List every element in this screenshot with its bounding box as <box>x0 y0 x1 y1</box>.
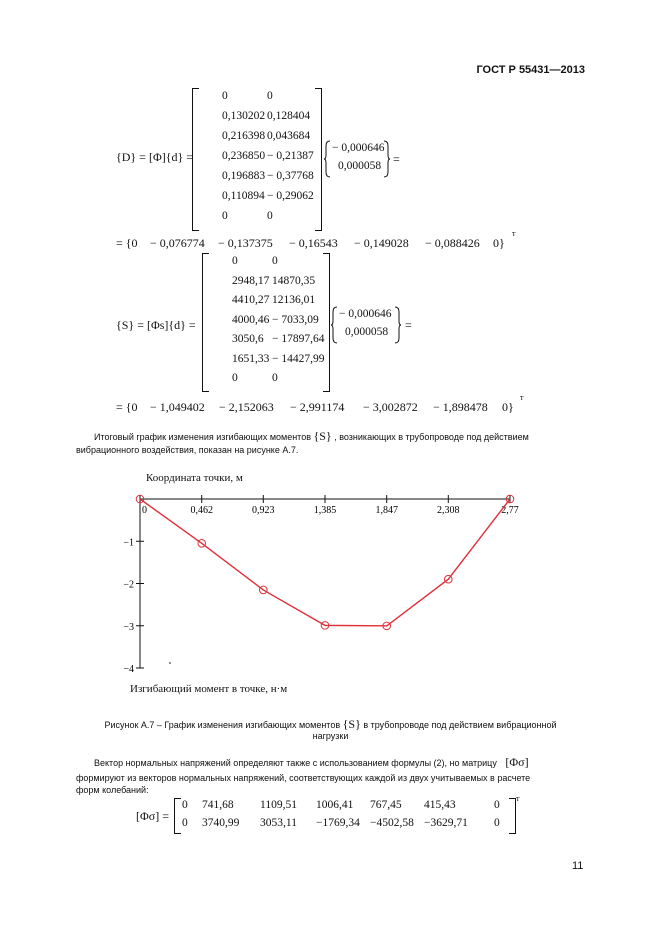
eq1-transpose: т <box>512 229 516 238</box>
eq2-matrix-cell: 0 <box>232 372 238 384</box>
eq1-result-0: − 0,076774 <box>150 236 205 250</box>
eq1-matrix-cell: 0 <box>267 210 273 222</box>
eq2-matrix-cell: 4410,27 <box>232 294 270 306</box>
paragraph-1-line2: вибрационного воздействия, показан на рисунке А.7. <box>76 445 299 455</box>
eq2-matrix-cell: 14870,35 <box>272 274 316 287</box>
eq1-matrix-cell: 0,110894 <box>222 190 265 202</box>
eq1-vector-0: − 0,000646 <box>332 142 385 154</box>
eq2-result-5: 0} <box>502 400 514 414</box>
paragraph-2-line2: формируют из векторов нормальных напряжений, соответствующих каждой из двух учитываемых в расчете <box>76 773 531 783</box>
x-tick-label: 1,385 <box>313 505 337 516</box>
eq2-matrix-cell: 4000,46 <box>232 313 270 326</box>
eq2-matrix-cell: − 14427,99 <box>272 352 325 365</box>
eq1-result-2: − 0,16543 <box>289 236 338 250</box>
eq1-matrix-cell: 0,043684 <box>267 130 311 142</box>
eq1-matrix-cell: 0 <box>222 210 228 222</box>
eq1-result-prefix: = {0 <box>116 236 138 250</box>
eq2-result-4: − 1,898478 <box>433 400 488 414</box>
eq1-matrix-cell: 0,236850 <box>222 150 266 162</box>
x-tick-label: 2,308 <box>437 505 460 516</box>
eq2-matrix-cell: 0 <box>272 255 278 267</box>
x-tick-label: 0,462 <box>190 505 213 516</box>
eq2-matrix-cell: 0 <box>272 372 278 384</box>
eq1-vector-1: 0,000058 <box>338 160 382 172</box>
eq2-result-3: − 3,002872 <box>363 400 418 414</box>
eq2-vector-0: − 0,000646 <box>339 308 392 320</box>
eq1-matrix-cell: 0 <box>267 90 273 102</box>
eq1-matrix-cell: − 0,29062 <box>267 190 314 202</box>
eq2-lhs: {S} = [Φs]{d} = <box>116 318 196 332</box>
eq3-matrix-cell: 3740,99 <box>202 817 240 829</box>
paragraph-2-line3: форм колебаний: <box>76 785 149 795</box>
bending-moment-chart <box>110 490 530 685</box>
eq2-result-1: − 2,152063 <box>219 400 274 414</box>
y-tick-label: −3 <box>123 621 134 633</box>
y-tick-label: −4 <box>123 664 134 675</box>
eq2-matrix-cell: − 17897,64 <box>272 333 325 345</box>
axis-dot <box>169 662 171 664</box>
chart-ylabel: Изгибающий момент в точке, н·м <box>130 683 288 695</box>
eq1-result-1: − 0,137375 <box>218 236 273 250</box>
eq3-transpose: т <box>516 794 520 803</box>
eq1-matrix-cell: 0 <box>222 90 228 102</box>
x-tick-label: 0,923 <box>252 505 275 516</box>
eq2-matrix-cell: 0 <box>232 255 238 267</box>
figure-caption: Рисунок А.7 – График изменения изгибающих моментов {S} в трубопроводе под действием вибрационной <box>104 717 557 731</box>
eq3-matrix-cell: 0 <box>182 817 188 829</box>
eq2-vector <box>331 306 401 344</box>
eq3-matrix-cell: 1006,41 <box>316 799 354 811</box>
page-number: 11 <box>572 860 584 872</box>
eq3-lhs: [Φσ] = <box>136 809 169 823</box>
standard-header: ГОСТ Р 55431—2013 <box>476 64 585 76</box>
eq2-result-prefix: = {0 <box>116 400 138 414</box>
paragraph-1: Итоговый график изменения изгибающих моментов {S} , возникающих в трубопроводе под действием <box>94 429 529 443</box>
symbol-s: {S} <box>313 429 332 443</box>
eq2-transpose: т <box>520 393 524 402</box>
eq3-matrix-cell: 415,43 <box>424 799 456 811</box>
eq1-matrix-cell: − 0,37768 <box>267 170 314 182</box>
eq1-matrix-cell: − 0,21387 <box>267 150 314 162</box>
eq2-eq: = <box>405 318 412 332</box>
eq3-matrix-cell: 0 <box>494 799 500 811</box>
eq3-matrix-cell: 1109,51 <box>260 799 297 811</box>
eq3-matrix-cell: −1769,34 <box>316 817 360 829</box>
x-tick-label: 0 <box>142 505 147 516</box>
eq1-result-3: − 0,149028 <box>354 236 409 250</box>
eq3-matrix-cell: 0 <box>182 799 188 811</box>
eq2-matrix-cell: 2948,17 <box>232 274 270 287</box>
y-tick-label: −1 <box>123 537 134 549</box>
eq1-result-4: − 0,088426 <box>425 236 480 250</box>
chart-xlabel: Координата точки, м <box>146 472 243 484</box>
y-tick-label: −2 <box>123 579 134 591</box>
eq3-matrix-cell: 767,45 <box>370 799 402 811</box>
eq1-matrix-cell: 0,216398 <box>222 130 266 142</box>
eq3-matrix <box>174 798 516 834</box>
x-tick-label: 1,847 <box>375 505 398 516</box>
eq1-result-5: 0} <box>493 236 505 250</box>
eq3-matrix-cell: 741,68 <box>202 799 234 811</box>
eq1-lhs: {D} = [Φ]{d} = <box>116 150 194 164</box>
eq1-vector <box>324 140 390 178</box>
eq2-matrix <box>202 253 330 392</box>
paragraph-2: Вектор нормальных напряжений определяют также с использованием формулы (2), но матрицу [Φσ] <box>94 755 529 769</box>
series-line <box>140 499 510 626</box>
eq2-matrix-cell: 12136,01 <box>272 294 316 306</box>
eq2-result-0: − 1,049402 <box>150 400 205 414</box>
eq3-matrix-cell: 0 <box>494 817 500 829</box>
eq2-matrix-cell: − 7033,09 <box>272 313 319 326</box>
eq3-matrix-cell: −3629,71 <box>424 817 468 829</box>
eq2-result-2: − 2,991174 <box>290 400 345 414</box>
eq2-matrix-cell: 1651,33 <box>232 352 270 365</box>
eq1-matrix <box>192 88 322 231</box>
eq3-matrix-cell: 3053,11 <box>260 817 297 829</box>
eq1-matrix-cell: 0,130202 <box>222 110 266 122</box>
eq3-matrix-cell: −4502,58 <box>370 817 414 829</box>
eq1-eq: = <box>393 152 400 166</box>
eq1-matrix-cell: 0,128404 <box>267 110 311 122</box>
figure-caption-line2: нагрузки <box>312 731 349 741</box>
eq2-matrix-cell: 3050,6 <box>232 333 264 345</box>
x-tick-label: 2,77 <box>501 505 519 516</box>
eq1-matrix-cell: 0,196883 <box>222 170 266 182</box>
eq2-vector-1: 0,000058 <box>345 326 389 338</box>
